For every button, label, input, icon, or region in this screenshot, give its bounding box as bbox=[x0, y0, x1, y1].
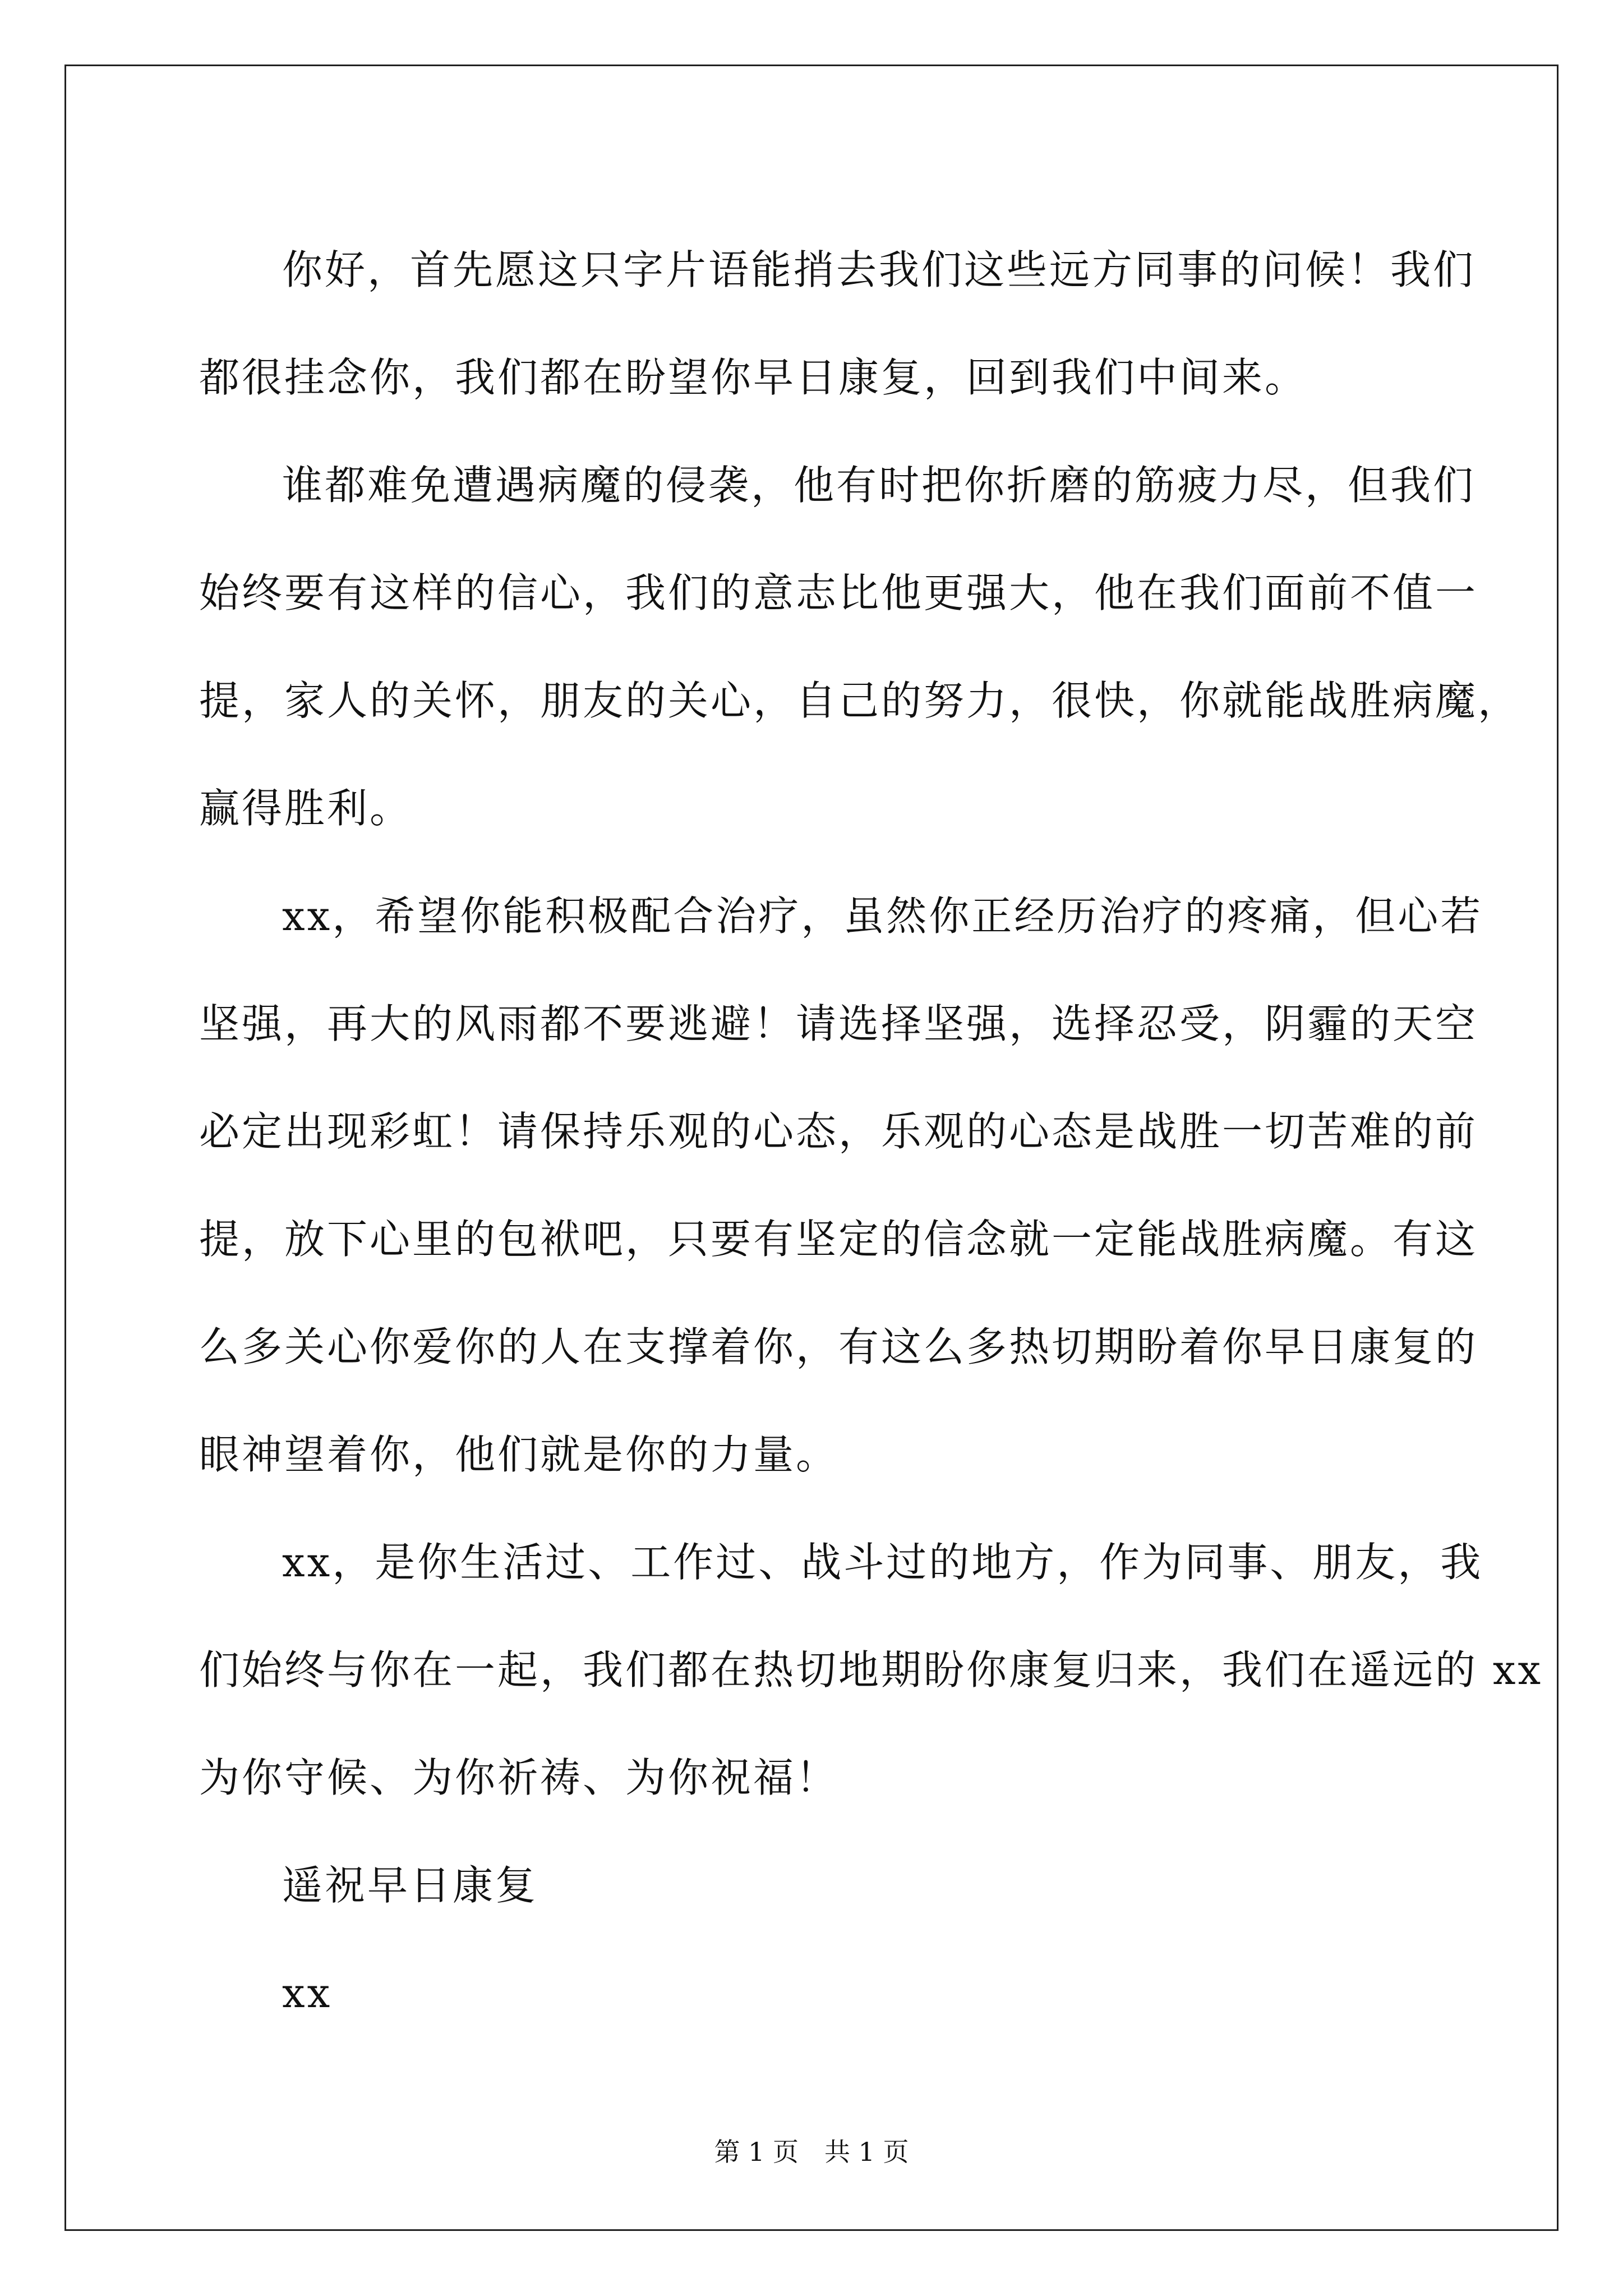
paragraph-support bbox=[199, 1508, 1543, 1832]
paragraph-greeting bbox=[199, 216, 1476, 431]
text-line: 提，家人的关怀，朋友的关心，自己的努力，很快，你就能战胜病魔， bbox=[199, 677, 1521, 724]
text-line: 为你守候、为你祈祷、为你祝福！ bbox=[199, 1754, 839, 1801]
paragraph-encouragement bbox=[199, 431, 1521, 862]
page-number-footer: 第 1 页 共 1 页 bbox=[714, 2137, 909, 2167]
paragraph-treatment bbox=[199, 862, 1483, 1508]
text-line: 么多关心你爱你的人在支撑着你，有这么多热切期盼着你早日康复的 bbox=[199, 1323, 1478, 1370]
text-line: xx，希望你能积极配合治疗，虽然你正经历治疗的疼痛，但心若 bbox=[282, 892, 1483, 940]
text-line: 眼神望着你，他们就是你的力量。 bbox=[199, 1431, 839, 1478]
text-line: 始终要有这样的信心，我们的意志比他更强大，他在我们面前不值一 bbox=[199, 569, 1478, 616]
signature: xx bbox=[282, 1970, 333, 2017]
text-line: 谁都难免遭遇病魔的侵袭，他有时把你折磨的筋疲力尽，但我们 bbox=[282, 462, 1476, 509]
text-line: 提，放下心里的包袱吧，只要有坚定的信念就一定能战胜病魔。有这 bbox=[199, 1216, 1478, 1263]
closing-wish: 遥祝早日康复 bbox=[282, 1862, 538, 1909]
text-line: 们始终与你在一起，我们都在热切地期盼你康复归来，我们在遥远的 xx bbox=[199, 1646, 1543, 1694]
text-line: 必定出现彩虹！请保持乐观的心态，乐观的心态是战胜一切苦难的前 bbox=[199, 1108, 1478, 1155]
text-line: xx，是你生活过、工作过、战斗过的地方，作为同事、朋友，我 bbox=[282, 1539, 1483, 1586]
text-line: 都很挂念你，我们都在盼望你早日康复，回到我们中间来。 bbox=[199, 354, 1308, 401]
text-line: 坚强，再大的风雨都不要逃避！请选择坚强，选择忍受，阴霾的天空 bbox=[199, 1000, 1478, 1047]
text-line: 赢得胜利。 bbox=[199, 785, 413, 832]
letter-body bbox=[199, 216, 1543, 2047]
text-line: 你好，首先愿这只字片语能捎去我们这些远方同事的问候！我们 bbox=[282, 246, 1476, 293]
